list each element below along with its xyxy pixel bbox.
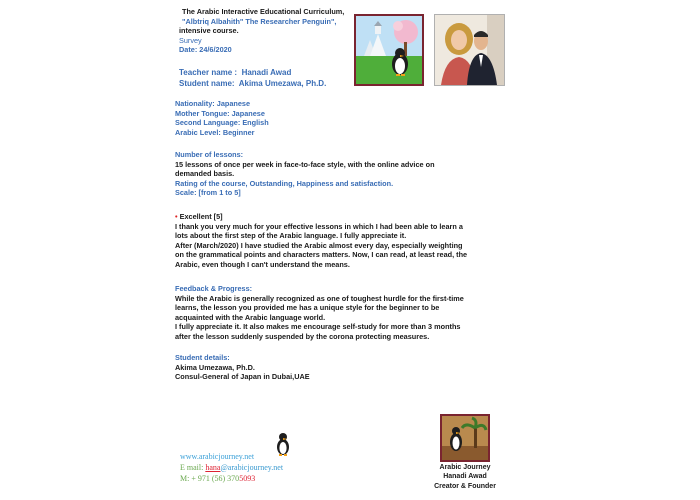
teacher-name (179, 67, 326, 78)
feedback-heading: Feedback & Progress: (175, 284, 253, 293)
student-label: Student name: (179, 79, 235, 88)
feedback-line: While the Arabic is generally recognized as one of toughest hurdle for the first-time (175, 293, 464, 303)
second-language-row (175, 118, 269, 128)
email-domain: @arabicjourney.net (220, 463, 284, 472)
rating-scale: Scale: [from 1 to 5] (175, 188, 241, 198)
testimonial-line: on the grammatical points and characters matters. Now, I can read, at least read, the (175, 250, 468, 260)
feedback-line: after the lesson suddenly suspended by the corona protecting measures. (175, 331, 430, 341)
date-label: Date: (179, 45, 198, 55)
teacher-label: Teacher name : (179, 68, 238, 77)
mother-tongue-label: Mother Tongue: (175, 108, 230, 118)
people-photo-icon (435, 15, 504, 85)
bullet-icon: • (175, 212, 178, 221)
nationality-row (175, 99, 269, 109)
student-value: Akima Umezawa, Ph.D. (238, 79, 327, 88)
student-name (179, 78, 326, 89)
brand-logo (440, 414, 490, 462)
student-details-block (175, 353, 310, 382)
names-block (179, 67, 326, 89)
second-language-label: Second Language: (175, 118, 241, 128)
feedback-line: I fully appreciate it. It also makes me encourage self-study for more than 3 months (175, 322, 461, 332)
student-photo (434, 14, 505, 86)
phone-tail: 5093 (239, 474, 256, 483)
feedback-block (175, 284, 485, 342)
survey-label: Survey (179, 35, 202, 45)
website-link[interactable] (180, 451, 283, 462)
email-link[interactable] (205, 463, 283, 472)
brand-founder: Hanadi Awad (443, 473, 487, 481)
brand-caption (425, 463, 505, 491)
brand-title: Creator & Founder (434, 482, 496, 490)
date-value: 24/6/2020 (199, 45, 232, 55)
phone-row (180, 473, 283, 484)
course-header (179, 7, 344, 55)
nationality-label: Nationality: (175, 99, 215, 108)
lessons-heading: Number of lessons: (175, 150, 244, 159)
mother-tongue-row (175, 109, 269, 119)
teacher-value: Hanadi Awad (241, 68, 292, 77)
rating-description: Rating of the course, Outstanding, Happiness and satisfaction. (175, 178, 394, 188)
penguin-illustration (354, 14, 424, 86)
profile-block (175, 99, 269, 137)
lessons-line2: demanded basis. (175, 169, 235, 179)
rating-block (175, 212, 485, 270)
second-language-value: English (242, 118, 269, 128)
email-row (180, 462, 283, 473)
course-title-line2: "Albtriq Albahith" The Researcher Penguin", (182, 16, 337, 26)
testimonial-line: After (March/2020) I have studied the Arabic almost every day, especially weighting (175, 240, 463, 250)
testimonial-line: Arabic, even though I can't understand the means. (175, 259, 350, 269)
rating-value-row (175, 212, 485, 222)
lessons-line1: 15 lessons of once per week in face-to-face style, with the online advice on (175, 159, 435, 169)
student-details-name: Akima Umezawa, Ph.D. (175, 362, 255, 372)
lessons-block (175, 150, 485, 198)
website-text: www.arabicjourney.net (180, 452, 255, 461)
arabic-level-value: Beginner (222, 127, 255, 137)
arabic-level-row (175, 128, 269, 138)
survey-date (179, 45, 344, 55)
student-details-role: Consul-General of Japan in Dubai,UAE (175, 372, 310, 382)
testimonial-line: lots about the first step of the Arabic language. I fully appreciate it. (175, 231, 407, 241)
student-details-heading: Student details: (175, 353, 230, 362)
rating-value: Excellent [5] (179, 212, 223, 221)
phone-label: M: + 971 (56) 370 (180, 474, 240, 483)
mother-tongue-value: Japanese (231, 108, 265, 118)
footer-contact (180, 451, 283, 484)
brand-name: Arabic Journey (439, 464, 491, 471)
penguin-scene-icon (356, 16, 422, 84)
journey-logo-icon (442, 416, 488, 460)
arabic-level-label: Arabic Level: (175, 127, 221, 137)
nationality-value: Japanese (216, 99, 251, 108)
email-label: E mail: (180, 463, 204, 472)
feedback-line: acquainted with the Arabic language world. (175, 312, 326, 322)
email-user: hana (205, 463, 221, 472)
course-title-line3: intensive course. (179, 26, 239, 36)
testimonial-line: I thank you very much for your effective lessons in which I had been able to learn a (175, 221, 463, 231)
feedback-line: learns, the lesson you provided me has a unique style for the beginner to be (175, 303, 440, 313)
course-title-line1: The Arabic Interactive Educational Curriculum, (182, 7, 345, 16)
